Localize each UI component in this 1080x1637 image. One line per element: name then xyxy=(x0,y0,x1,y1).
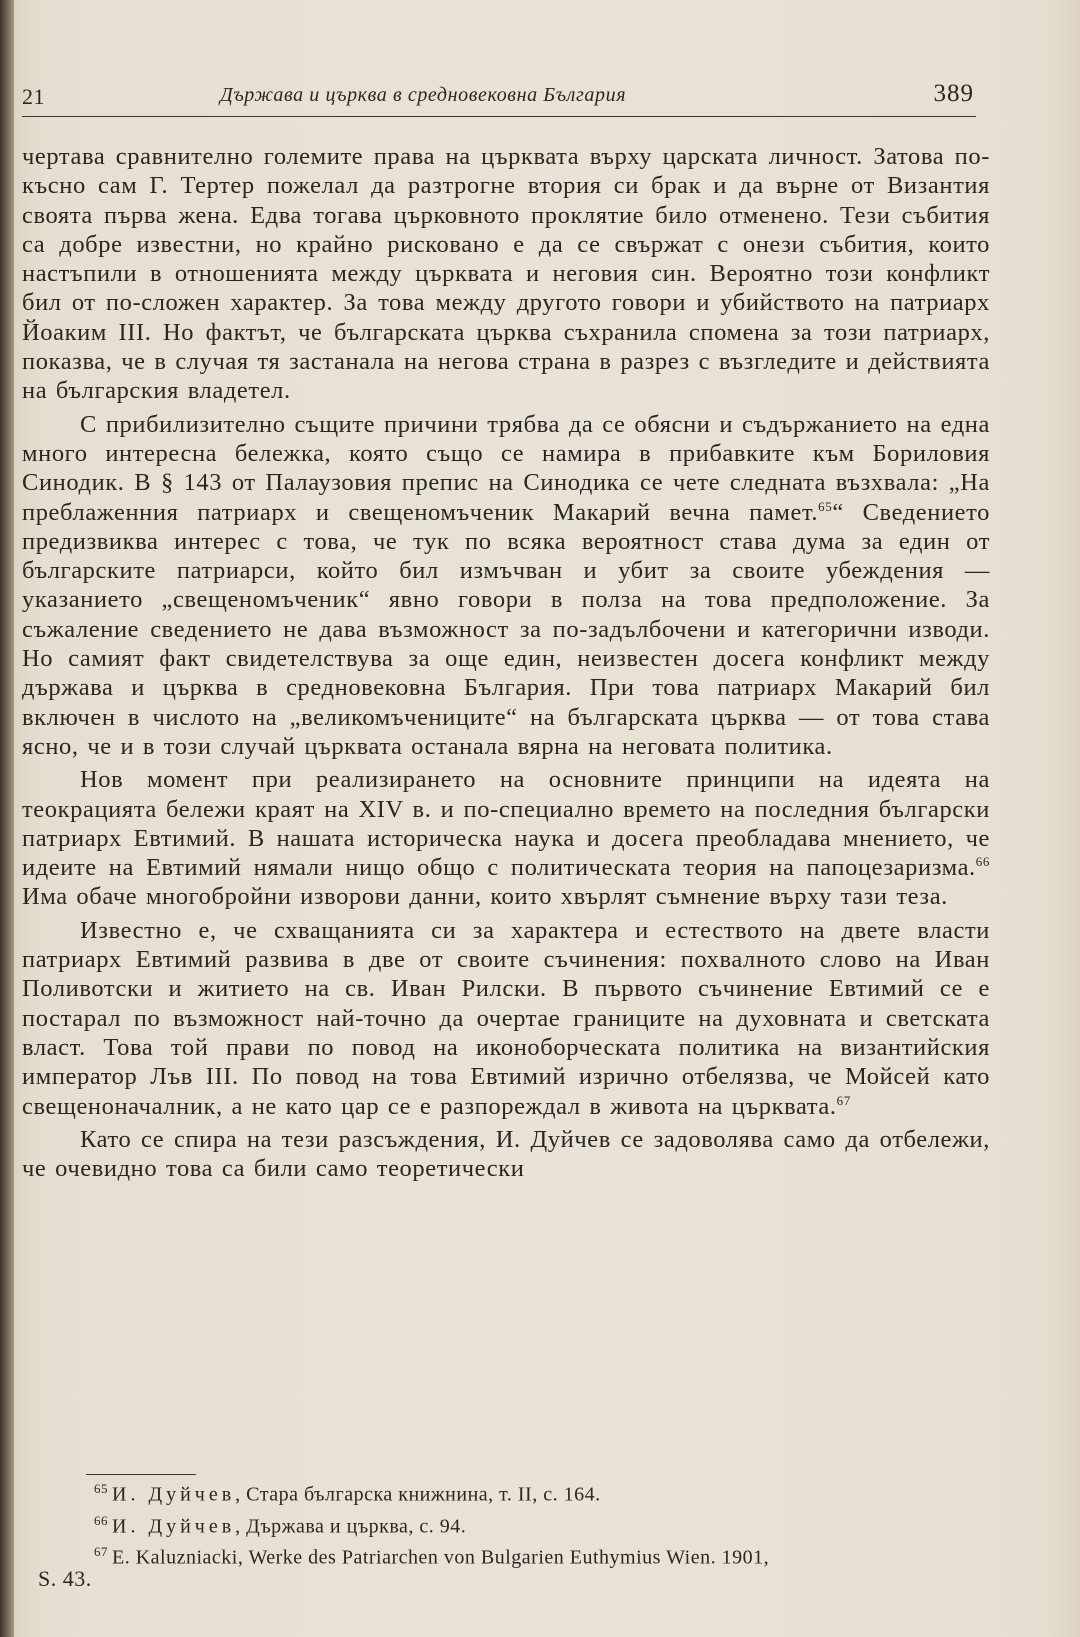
footnote-continuation: S. 43. xyxy=(38,1566,92,1591)
page-number-left: 21 xyxy=(22,84,45,109)
footnote-67: $^{67}$ E. Kaluzniacki, Werke des Patriarchen von Bulgarien Euthymius Wien. 1901, xyxy=(94,1544,770,1569)
page-header xyxy=(22,78,1022,116)
paragraph-5: Като се спира на тези разсъждения, И. Дуйчев се задоволява само да отбележи, че очевидно това са били само теоретически xyxy=(22,1125,990,1183)
page-number-right: 389 xyxy=(933,80,974,107)
body-text xyxy=(22,142,990,1187)
footnote-66: $^{66}$ И. Дуйчев, Държава и църква, с. 94. xyxy=(94,1512,467,1538)
book-binding-edge xyxy=(0,0,14,1637)
running-title: Държава и църква в средновековна България xyxy=(220,84,627,106)
footnote-ref-65: 65 xyxy=(818,498,833,514)
footnote-65: $^{65}$ И. Дуйчев, Стара българска книжнина, т. II, с. 164. xyxy=(94,1481,601,1506)
footnote-rule xyxy=(86,1474,196,1475)
footnote-ref-67: 67 xyxy=(836,1092,851,1108)
footnote-ref-66: 66 xyxy=(975,853,990,869)
header-rule xyxy=(22,116,976,117)
paragraph-1: чертава сравнително големите права на църквата върху царската личност. Затова по-късно сам Г. Тертер пожелал да разтрогне втория си брак и да върне от Византия своята първа жена. Едва тогава църковното проклятие било отменено. Тези събития са добре известни, но крайно рисковано е да се свържат с онези събития, които настъпили в отношенията между църквата и неговия син. Вероятно този конфликт бил от по-сложен характер. За това между другото говори и убийството на патриарх Йоаким III. Но фактът, че българската църква съхранила спомена за този патриарх, показва, че в случая тя застанала на негова страна в разрез с възгледите и действията на българския владетел. xyxy=(22,143,990,405)
footnotes xyxy=(94,1476,1014,1571)
paragraph-3: Нов момент при реализирането на основните принципи на идеята на теокрацията бележи краят на XIV в. и по-специално времето на последния български патриарх Евтимий. В нашата историческа наука и досега преобладава мнението, че идеите на Евтимий нямали нищо общо с политическата теория на папоцезаризма.$^{66}$ Има обаче многобройни изворови данни, които хвърлят съмнение върху тази теза. xyxy=(22,766,990,911)
paragraph-2: С прибилизително същите причини трябва да се обясни и съдържанието на една много интересна бележка, която също се намира в прибавките към Бориловия Синодик. В § 143 от Палаузовия препис на Синодика се чете следната възхвала: „На преблаженния патриарх и свещеномъченик Макарий вечна памет.$^{65}$“ Сведението предизвиква интерес с това, че тук по всяка вероятност става дума за един от българските патриарси, който бил измъчван и убит за своите убеждения — указанието „свещеномъченик“ явно говори в полза на това предположение. За съжаление сведението не дава възможност за по-задълбочени и категорични изводи. Но самият факт свидетелствува за още един, неизвестен досега конфликт между държава и църква в средновековна България. При това патриарх Макарий бил включен в числото на „великомъчениците“ на българската църква — от това става ясно, че и в този случай църквата останала вярна на неговата политика. xyxy=(22,410,990,760)
paragraph-4: Известно е, че схващанията си за характера и естеството на двете власти патриарх Евтимий развива в две от своите съчинения: похвалното слово на Иван Поливотски и житието на св. Иван Рилски. В първото съчинение Евтимий се е постарал по възможност най-точно да очертае границите на духовната и светската власт. Това той прави по повод на иконоборческата политика на византийския император Лъв III. По повод на това Евтимий изрично отбелязва, че Мойсей като свещеноначалник, а не като цар се е разпореждал в живота на църквата.$^{67}$ xyxy=(22,916,990,1120)
